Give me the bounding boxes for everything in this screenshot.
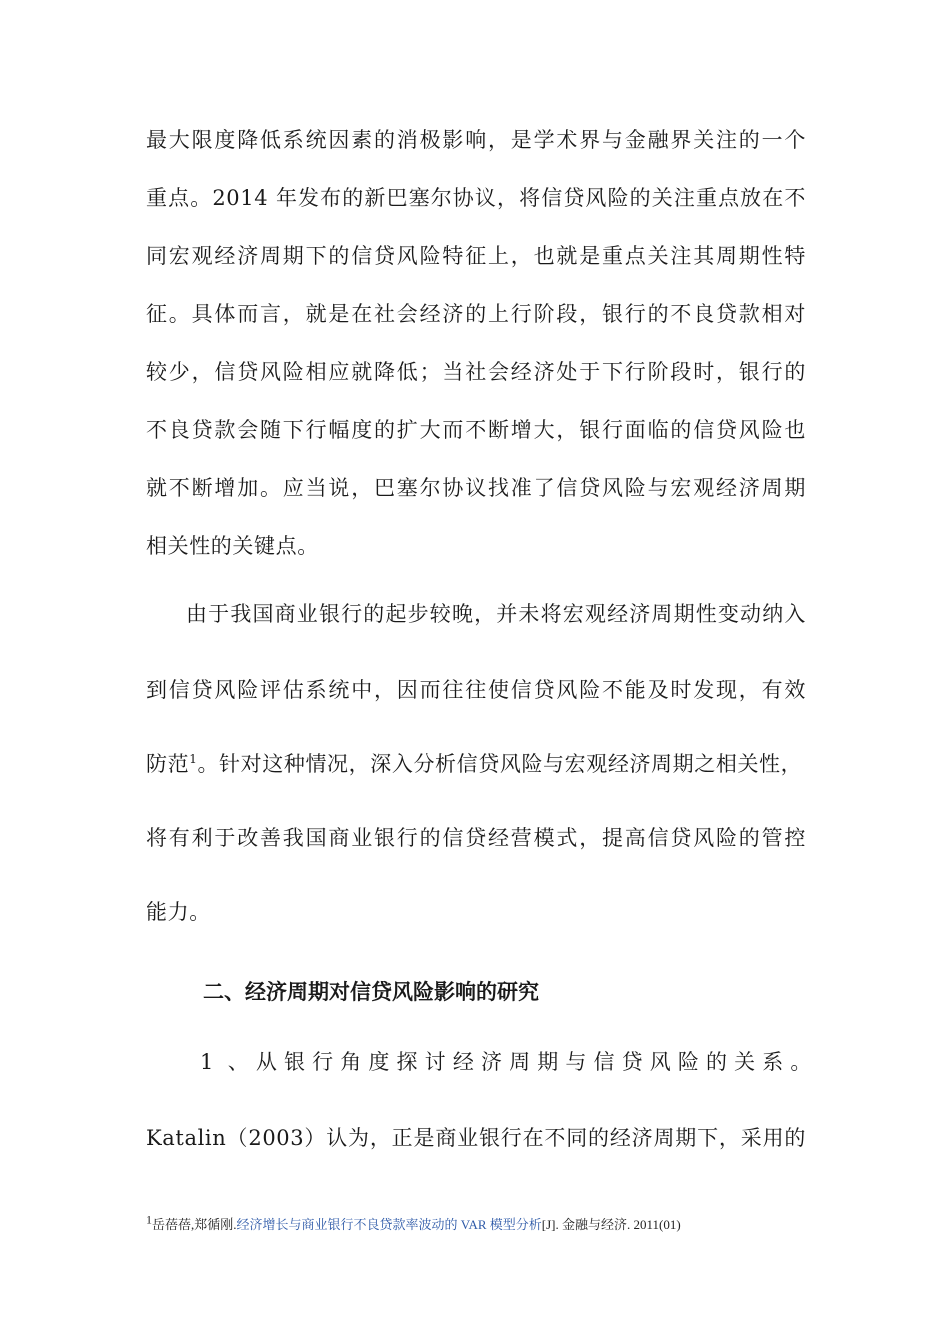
footnote-title-link[interactable]: 经济增长与商业银行不良贷款率波动的 VAR 模型分析: [236, 1217, 542, 1232]
para1-line-3: 同宏观经济周期下的信贷风险特征上，也就是重点关注其周期性特: [146, 244, 806, 268]
para2-line-4: 将有利于改善我国商业银行的信贷经营模式，提高信贷风险的管控: [146, 826, 806, 850]
para3-line-1: 1 、从银行角度探讨经济周期与信贷风险的关系。: [200, 1050, 812, 1074]
footnote-ref[interactable]: 1: [189, 752, 198, 766]
para1-line-8: 相关性的关键点。: [146, 534, 319, 558]
para2-line-3: [146, 754, 816, 775]
footnote: [146, 1214, 681, 1233]
para2-line-2: 到信贷风险评估系统中，因而往往使信贷风险不能及时发现，有效: [146, 678, 806, 702]
footnote-source: [J]. 金融与经济. 2011(01): [541, 1217, 681, 1232]
para2-line-3-start: 防范: [146, 752, 190, 776]
para1-line-1: 最大限度降低系统因素的消极影响，是学术界与金融界关注的一个: [146, 128, 806, 152]
para1-line-4: 征。具体而言，就是在社会经济的上行阶段，银行的不良贷款相对: [146, 302, 806, 326]
para1-line-6: 不良贷款会随下行幅度的扩大而不断增大，银行面临的信贷风险也: [146, 418, 806, 442]
para3-line-2: Katalin（2003）认为，正是商业银行在不同的经济周期下，采用的: [146, 1126, 806, 1150]
footnote-authors: 岳蓓蓓,郑循刚.: [152, 1217, 237, 1232]
para2-line-1: 由于我国商业银行的起步较晚，并未将宏观经济周期性变动纳入: [186, 602, 806, 626]
section-heading: 二、经济周期对信贷风险影响的研究: [203, 980, 539, 1004]
footnote-marker: 1: [146, 1212, 152, 1227]
para2-line-5: 能力。: [146, 900, 211, 924]
para1-line-7: 就不断增加。应当说，巴塞尔协议找准了信贷风险与宏观经济周期: [146, 476, 806, 500]
para1-line-2: 重点。2014 年发布的新巴塞尔协议，将信贷风险的关注重点放在不: [146, 186, 806, 210]
para2-line-3-end: 。针对这种情况，深入分析信贷风险与宏观经济周期之相关性，: [197, 752, 803, 776]
para1-line-5: 较少，信贷风险相应就降低；当社会经济处于下行阶段时，银行的: [146, 360, 806, 384]
